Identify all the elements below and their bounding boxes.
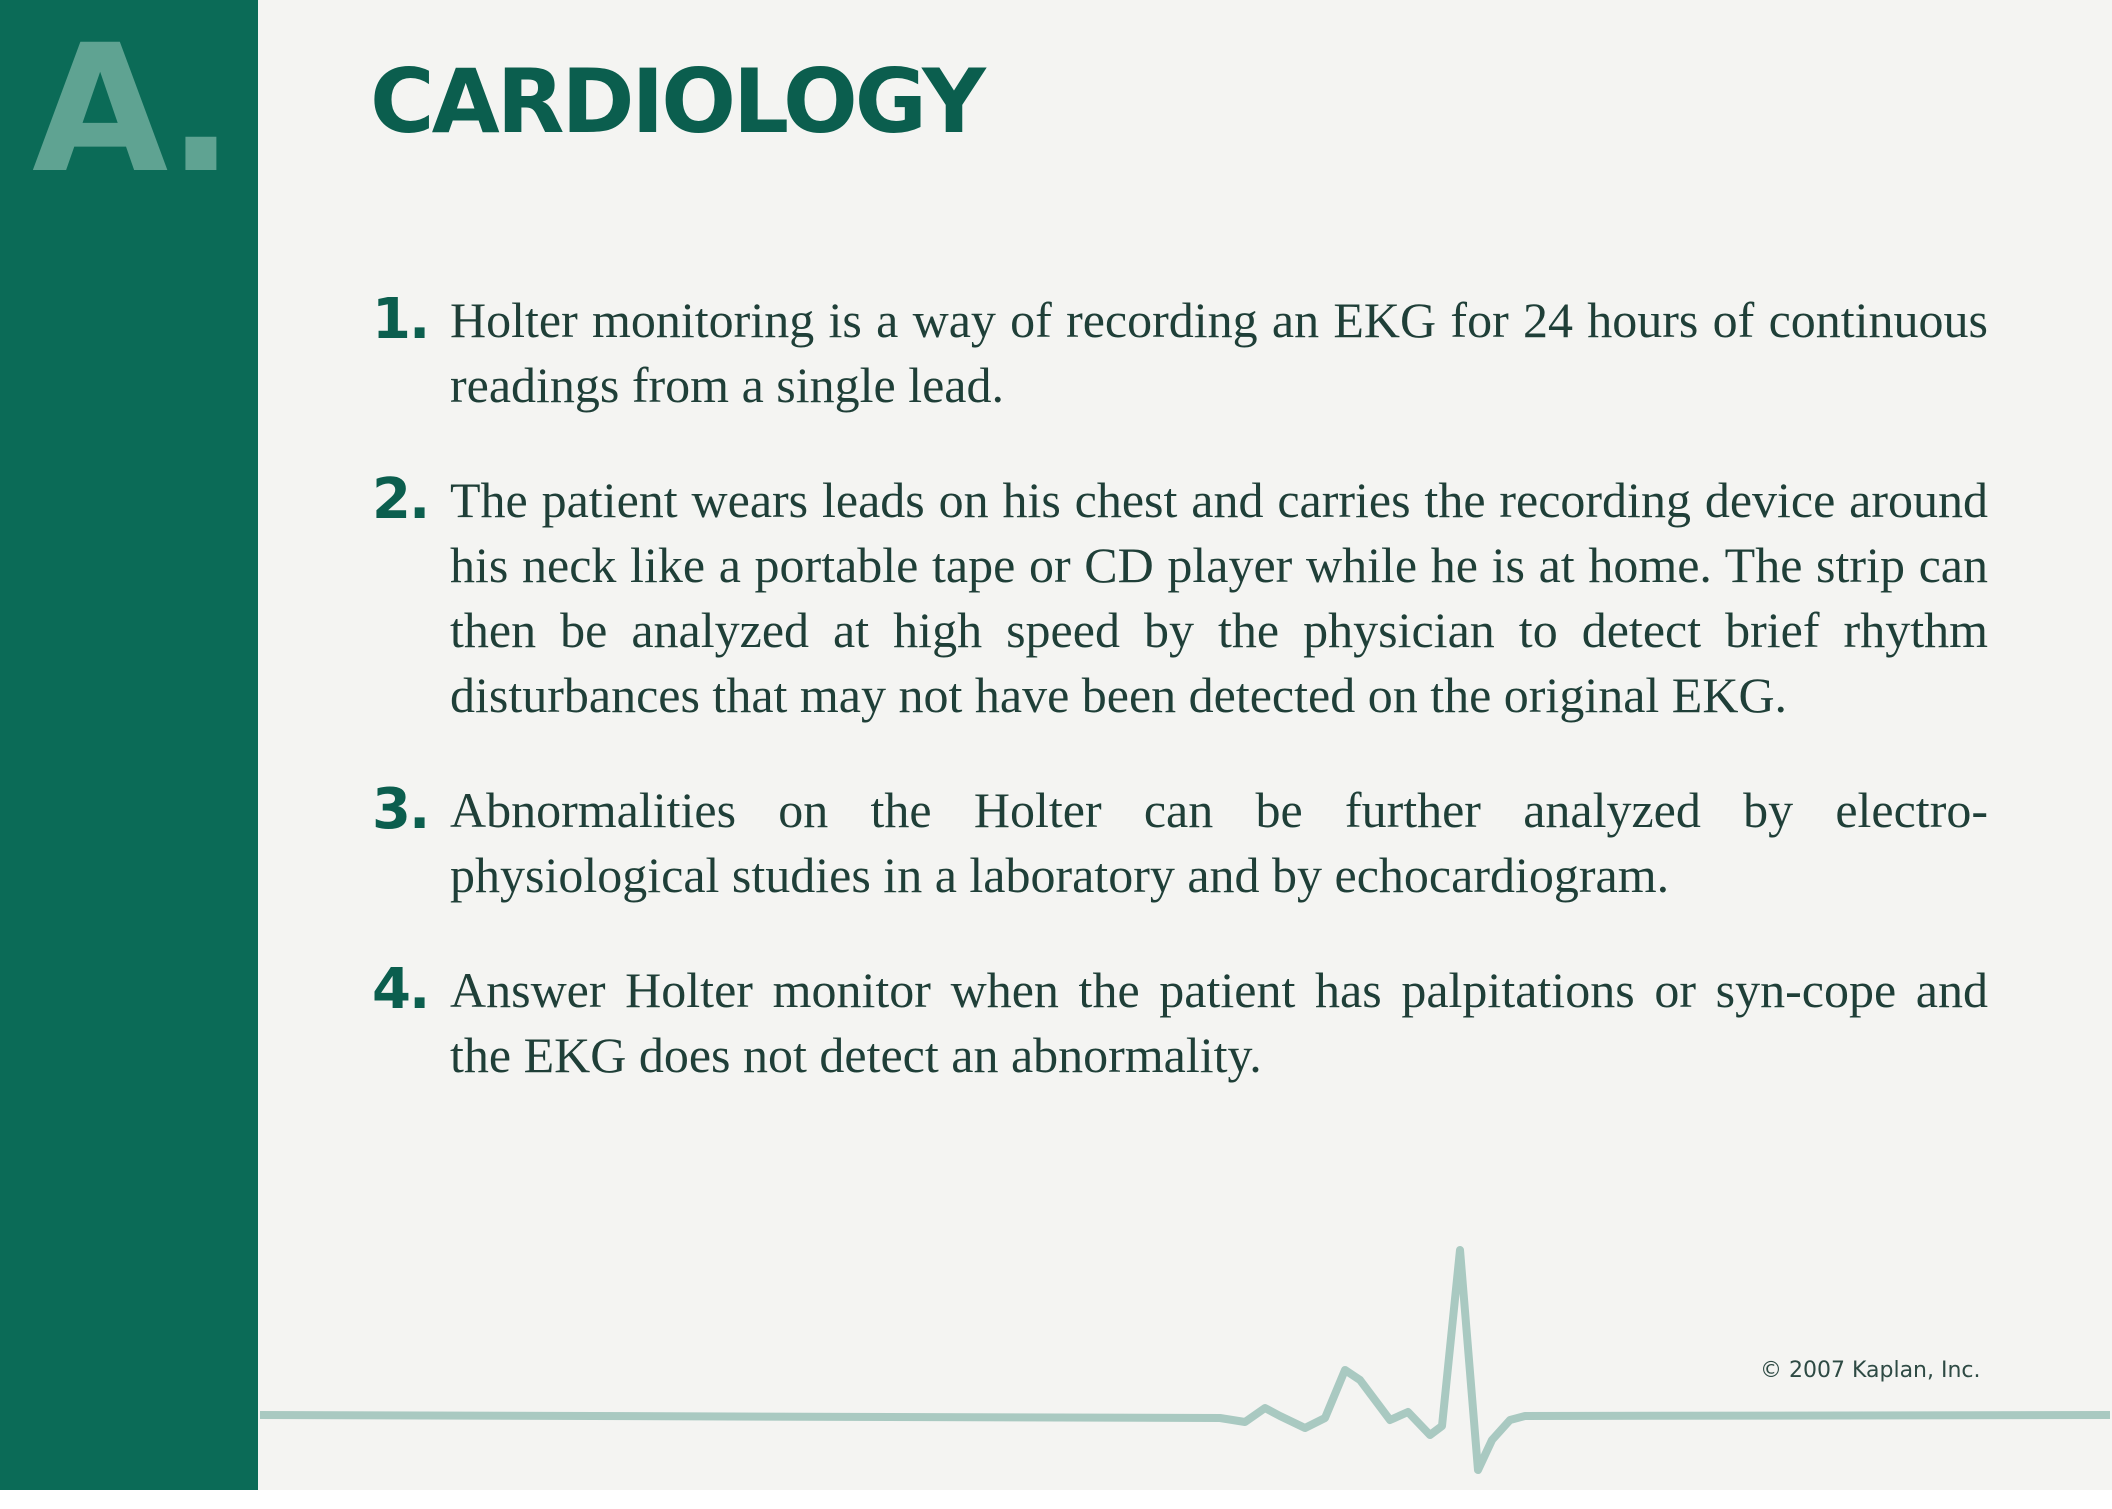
item-text: The patient wears leads on his chest and carries the recording device around his neck like a portable tape or CD player while he is at home. The strip can then be analyzed at high speed by the physician to detect brief rhythm disturbances that may not have been detected on the original EKG.	[450, 472, 1988, 723]
item-number: 1.	[372, 287, 429, 352]
list-item	[370, 778, 1988, 908]
copyright-notice: © 2007 Kaplan, Inc.	[1760, 1358, 1981, 1383]
page-title: CARDIOLOGY	[370, 50, 983, 153]
section-sidebar	[0, 0, 258, 1490]
list-item	[370, 958, 1988, 1088]
item-text: Abnormalities on the Holter can be further analyzed by electro-physiological studies in a laboratory and by echocardiogram.	[450, 782, 1988, 903]
list-item	[370, 288, 1988, 418]
item-text: Answer Holter monitor when the patient has palpitations or syn-cope and the EKG does not detect an abnormality.	[450, 962, 1988, 1083]
item-number: 4.	[372, 957, 429, 1022]
item-text: Holter monitoring is a way of recording an EKG for 24 hours of continuous readings from a single lead.	[450, 292, 1988, 413]
page-bottom-edge	[0, 1490, 2112, 1509]
section-letter: A.	[32, 7, 231, 212]
list-item	[370, 468, 1988, 728]
item-list	[370, 288, 1988, 1138]
ekg-trace-icon	[260, 1230, 2110, 1480]
item-number: 3.	[372, 777, 429, 842]
item-number: 2.	[372, 467, 429, 532]
